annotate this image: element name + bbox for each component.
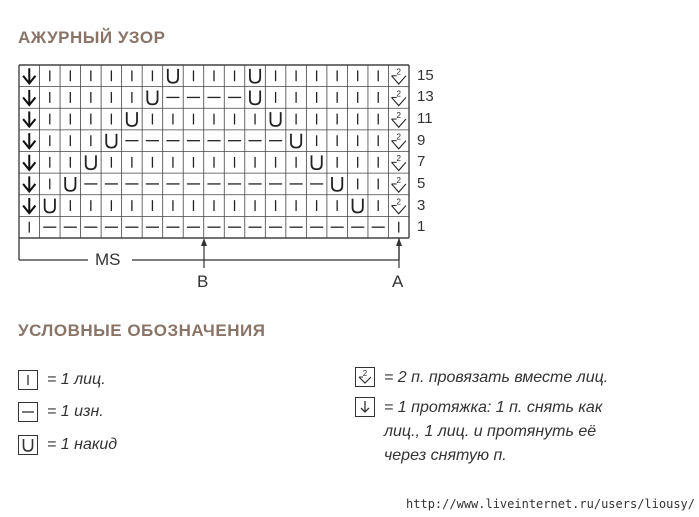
skp-symbol-icon bbox=[355, 397, 375, 417]
row-number: 11 bbox=[417, 110, 433, 128]
legend-purl: = 1 изн. bbox=[47, 403, 104, 420]
row-number: 5 bbox=[417, 174, 426, 192]
svg-text:2: 2 bbox=[396, 197, 401, 207]
row-number: 1 bbox=[417, 218, 426, 236]
svg-text:2: 2 bbox=[396, 175, 401, 185]
row-number: 13 bbox=[417, 88, 434, 106]
row-number: 9 bbox=[417, 131, 426, 149]
legend-knit: = 1 лиц. bbox=[47, 371, 106, 388]
marker-b-label: B bbox=[197, 272, 209, 291]
pattern-title: АЖУРНЫЙ УЗОР bbox=[18, 28, 166, 47]
row-number: 3 bbox=[417, 196, 426, 214]
legend-yarn-over: = 1 накид bbox=[47, 436, 118, 453]
marker-a-label: A bbox=[392, 272, 404, 291]
legend-k2tog: = 2 п. провязать вместе лиц. bbox=[384, 369, 609, 386]
repeat-label-ms: MS bbox=[95, 250, 121, 269]
svg-text:2: 2 bbox=[396, 89, 401, 99]
svg-text:2: 2 bbox=[396, 132, 401, 142]
source-url: http://www.liveinternet.ru/users/liousy/ bbox=[406, 497, 695, 511]
svg-text:2: 2 bbox=[396, 110, 401, 120]
legend-skp-line3: через снятую п. bbox=[384, 447, 507, 464]
k2tog-symbol-icon bbox=[355, 367, 375, 387]
row-number: 15 bbox=[417, 66, 434, 84]
row-number: 7 bbox=[417, 153, 426, 171]
knit-symbol-icon bbox=[18, 370, 38, 390]
legend-title: УСЛОВНЫЕ ОБОЗНАЧЕНИЯ bbox=[18, 321, 266, 340]
svg-text:2: 2 bbox=[396, 67, 401, 77]
legend-skp-line2: лиц., 1 лиц. и протянуть её bbox=[384, 423, 597, 440]
svg-text:2: 2 bbox=[362, 369, 368, 378]
svg-text:2: 2 bbox=[396, 154, 401, 164]
yarn-over-symbol-icon bbox=[18, 435, 38, 455]
purl-symbol-icon bbox=[18, 402, 38, 422]
legend-skp-line1: = 1 протяжка: 1 п. снять как bbox=[384, 399, 603, 416]
